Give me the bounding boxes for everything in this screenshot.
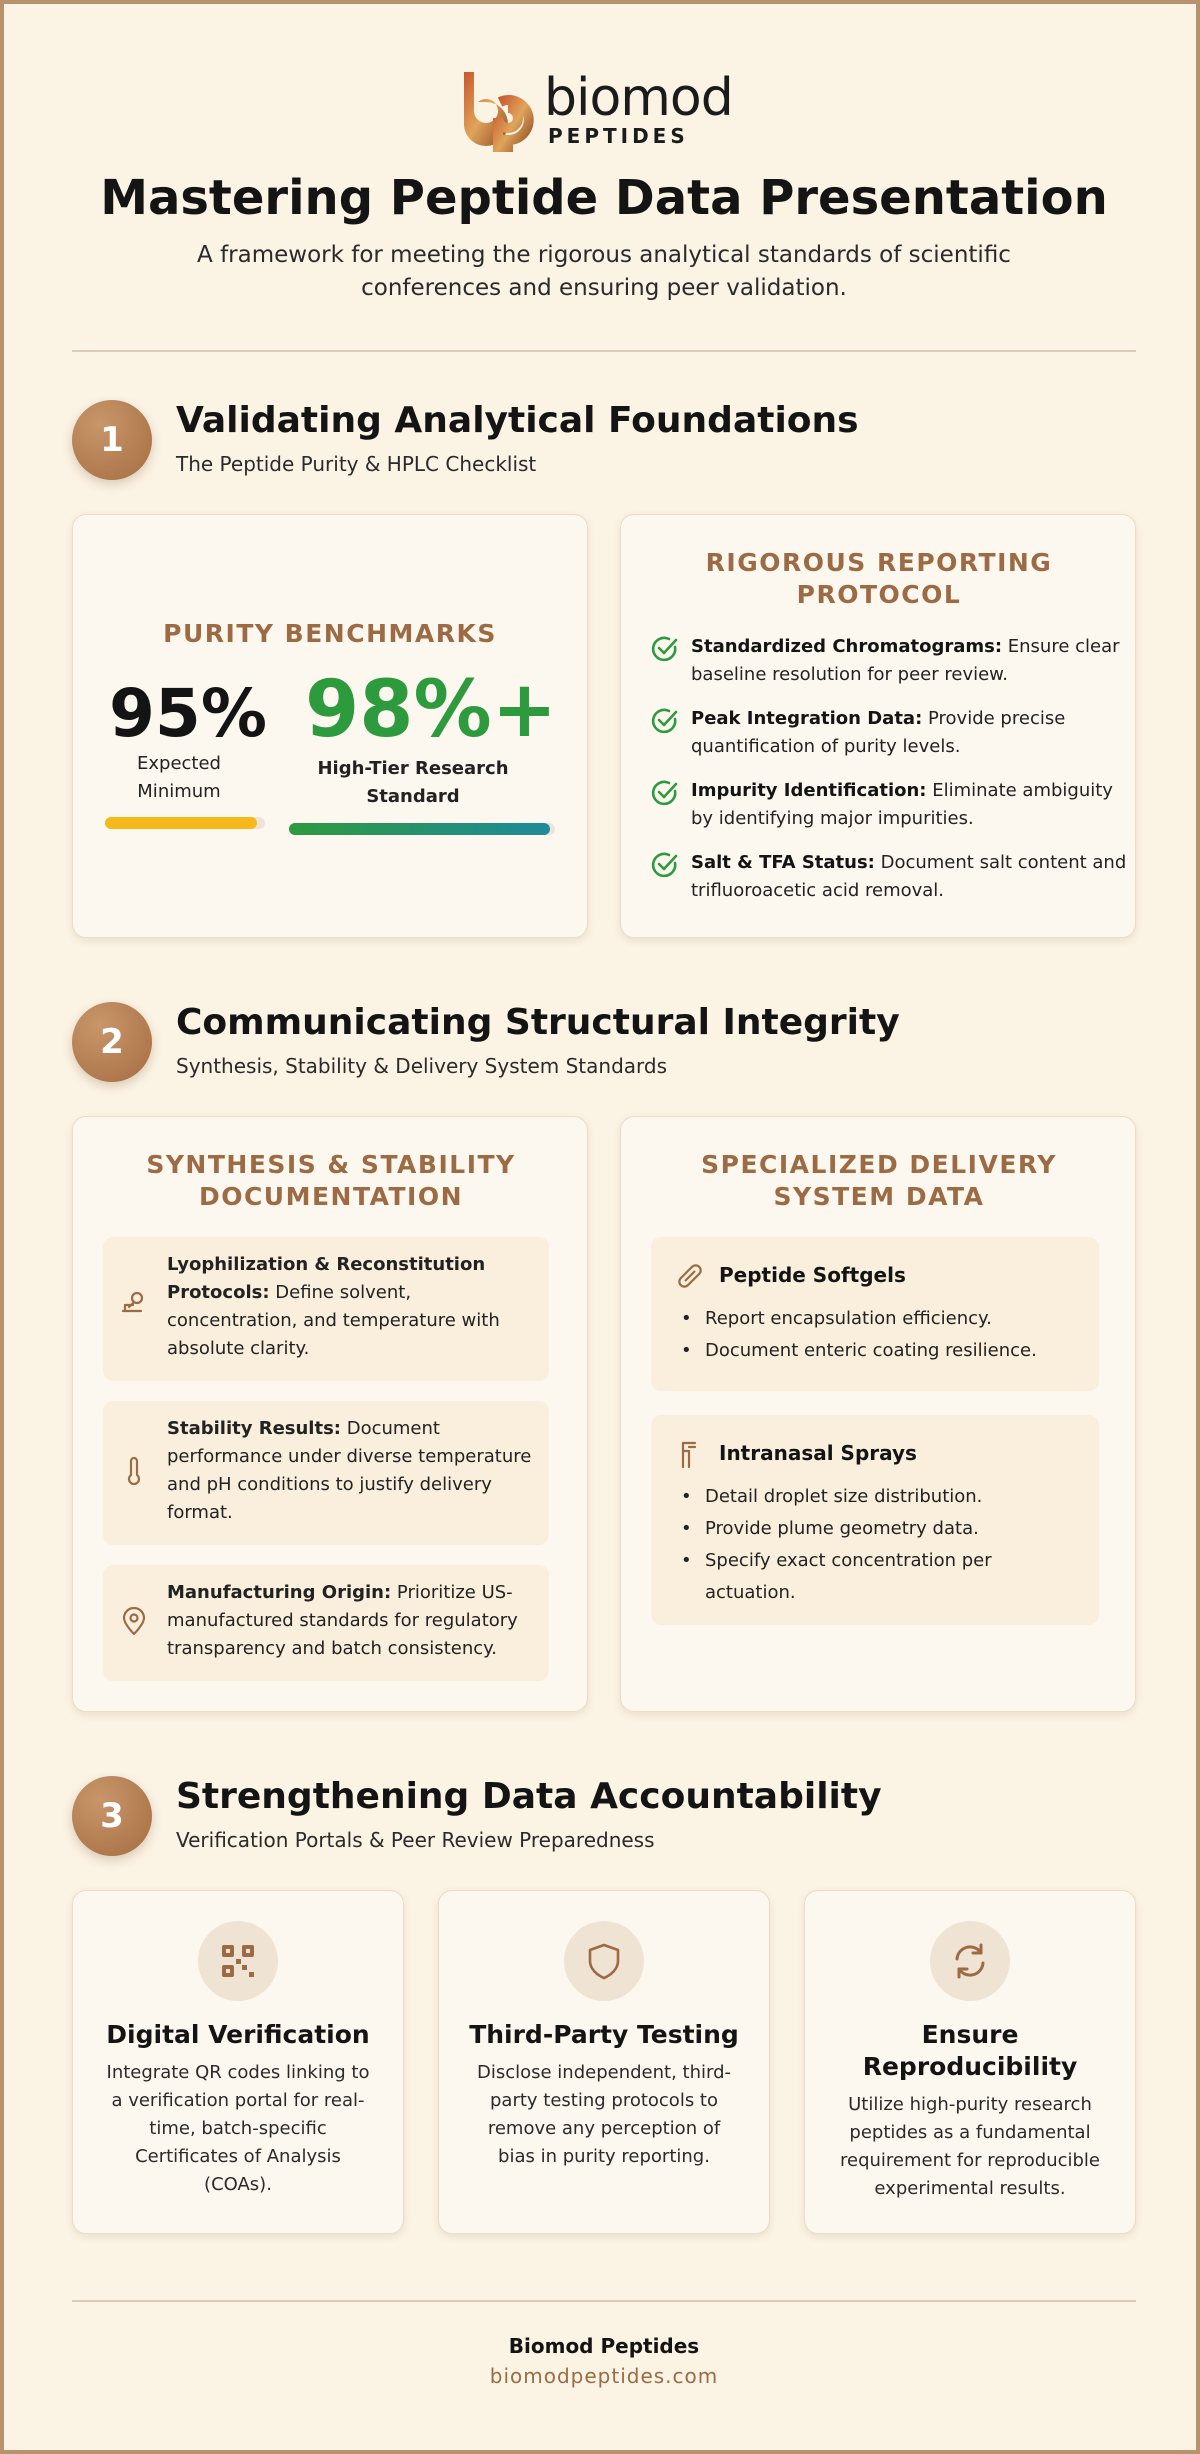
purity-min-bar [105, 817, 265, 829]
synthesis-heading: SYNTHESIS & STABILITY DOCUMENTATION [146, 1150, 516, 1211]
card-title: Third-Party Testing [469, 2020, 739, 2049]
list-item: • Report encapsulation efficiency. [681, 1303, 1081, 1335]
qr-code-icon [218, 1941, 258, 1981]
list-item: • Provide plume geometry data. [681, 1513, 1081, 1545]
purity-min-label: Expected Minimum [137, 753, 221, 802]
shield-icon [584, 1941, 624, 1981]
protocol-heading: RIGOROUS REPORTING PROTOCOL [705, 548, 1053, 609]
third-party-testing-card [438, 1890, 770, 2234]
brand-subtitle: PEPTIDES [548, 124, 689, 148]
spray-icon [675, 1439, 705, 1469]
section-2-subtitle: Synthesis, Stability & Delivery System Standards [176, 1054, 668, 1078]
check-circle-icon [651, 779, 679, 807]
delivery-bullets [681, 1303, 1081, 1367]
purity-high-bar [289, 823, 555, 835]
reporting-protocol-card [620, 514, 1136, 938]
footer-company-name: Biomod Peptides [508, 2334, 700, 2358]
brand-logo [454, 66, 754, 156]
refresh-icon [950, 1941, 990, 1981]
delivery-bullets [681, 1481, 1081, 1609]
purity-benchmarks-card [72, 514, 588, 938]
section-3-number: 3 [72, 1776, 152, 1856]
card-title: Ensure Reproducibility [862, 2020, 1078, 2081]
icon-circle [198, 1921, 278, 2001]
icon-circle [564, 1921, 644, 2001]
protocol-item-text: Impurity Identification: Eliminate ambiguity by identifying major impurities. [691, 780, 1113, 829]
card-text: Integrate QR codes linking to a verification portal for real-time, batch-specific Certificates of Analysis (COAs). [106, 2062, 370, 2195]
protocol-item-text: Salt & TFA Status: Document salt content and trifluoroacetic acid removal. [691, 852, 1127, 901]
footer-website-link[interactable]: biomodpeptides.com [489, 2364, 719, 2388]
synthesis-item [103, 1565, 549, 1681]
delivery-block-title: Peptide Softgels [719, 1263, 906, 1287]
list-item: • Document enteric coating resilience. [681, 1335, 1081, 1367]
page-title: Mastering Peptide Data Presentation [100, 170, 1108, 226]
section-2-title: Communicating Structural Integrity [176, 1002, 900, 1043]
synthesis-item-text: Lyophilization & Reconstitution Protocols: Define solvent, concentration, and temperature with absolute clarity. [167, 1254, 500, 1359]
protocol-item-text: Peak Integration Data: Provide precise quantification of purity levels. [691, 708, 1066, 757]
synthesis-card [72, 1116, 588, 1712]
list-item: • Specify exact concentration per actuation. [681, 1545, 1081, 1609]
purity-high-value: 98%+ [305, 665, 558, 755]
synthesis-item-text: Manufacturing Origin: Prioritize US-manufactured standards for regulatory transparency and batch consistency. [167, 1582, 518, 1659]
section-1-title: Validating Analytical Foundations [176, 400, 859, 441]
footer-divider [72, 2300, 1136, 2302]
section-3-title: Strengthening Data Accountability [176, 1776, 882, 1817]
check-circle-icon [651, 707, 679, 735]
synthesis-item [103, 1401, 549, 1545]
synthesis-item-text: Stability Results: Document performance under diverse temperature and pH conditions to justify delivery format. [167, 1418, 532, 1523]
section-1-subtitle: The Peptide Purity & HPLC Checklist [176, 452, 537, 476]
check-circle-icon [651, 851, 679, 879]
delivery-block-title: Intranasal Sprays [719, 1441, 917, 1465]
card-title: Digital Verification [106, 2020, 370, 2049]
purity-high-label: High-Tier Research Standard [317, 758, 509, 807]
card-text: Utilize high-purity research peptides as a fundamental requirement for reproducible experimental results. [839, 2094, 1100, 2199]
section-3-subtitle: Verification Portals & Peer Review Preparedness [176, 1828, 655, 1852]
delivery-block-sprays [651, 1415, 1099, 1625]
section-1-number: 1 [72, 400, 152, 480]
purity-high-bar-fill [289, 823, 550, 835]
page-subtitle: A framework for meeting the rigorous analytical standards of scientific conferences and ensuring peer validation. [197, 242, 1011, 301]
location-pin-icon [119, 1607, 149, 1637]
purity-heading: PURITY BENCHMARKS [163, 619, 497, 648]
synthesis-item [103, 1237, 549, 1381]
protocol-item-text: Standardized Chromatograms: Ensure clear baseline resolution for peer review. [691, 636, 1120, 685]
purity-min-value: 95% [109, 675, 267, 752]
capsule-icon [675, 1261, 705, 1291]
reproducibility-card [804, 1890, 1136, 2234]
section-2-number: 2 [72, 1002, 152, 1082]
bp-logo-mark-icon [454, 68, 542, 152]
icon-circle [930, 1921, 1010, 2001]
lab-icon [119, 1289, 149, 1319]
thermometer-icon [119, 1457, 149, 1487]
card-text: Disclose independent, third-party testing protocols to remove any perception of bias in purity reporting. [476, 2062, 732, 2167]
delivery-heading: SPECIALIZED DELIVERY SYSTEM DATA [701, 1150, 1057, 1211]
delivery-card [620, 1116, 1136, 1712]
delivery-block-softgels [651, 1237, 1099, 1391]
brand-name: biomod [544, 68, 733, 128]
check-circle-icon [651, 635, 679, 663]
purity-min-bar-fill [105, 817, 257, 829]
list-item: • Detail droplet size distribution. [681, 1481, 1081, 1513]
digital-verification-card [72, 1890, 404, 2234]
header-divider [72, 350, 1136, 352]
